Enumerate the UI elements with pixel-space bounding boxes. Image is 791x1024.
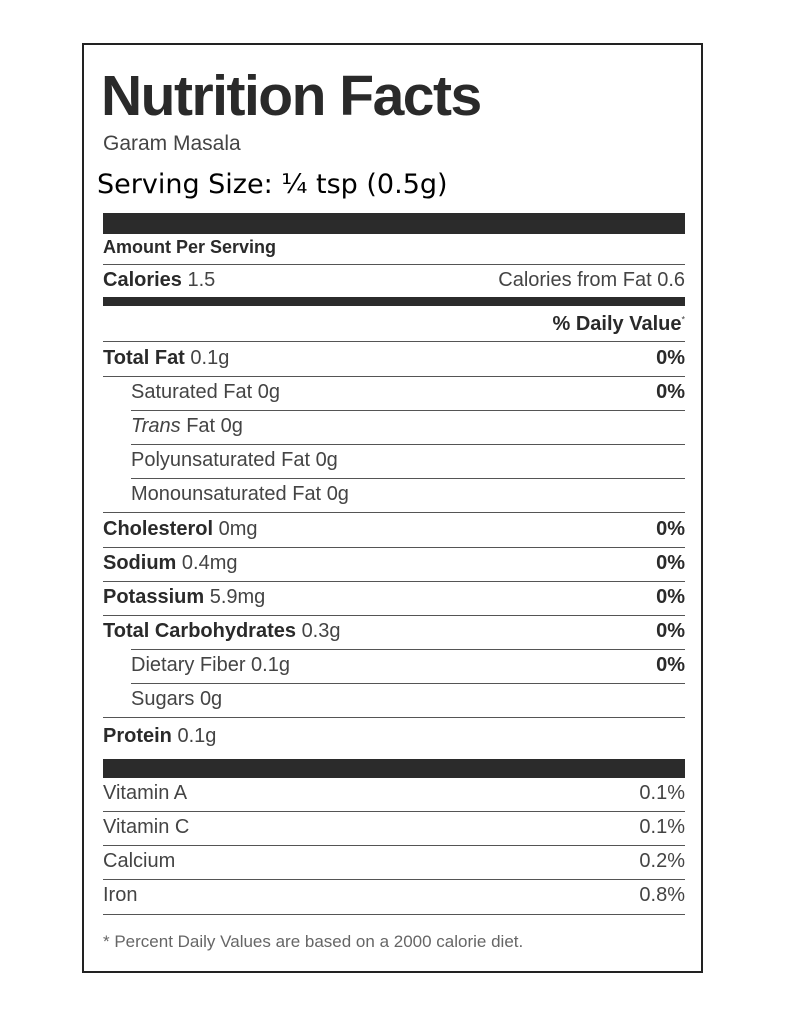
- divider: [131, 683, 685, 684]
- nutrient-label: Dietary Fiber: [131, 654, 246, 676]
- nutrient-amount: Fat 0g: [186, 415, 243, 437]
- divider: [103, 615, 685, 616]
- nutrient-amount: 0.3g: [301, 620, 341, 642]
- vitamin-label: Calcium: [103, 850, 176, 872]
- vitamin-label: Vitamin A: [103, 782, 188, 804]
- calories-from-fat: Calories from Fat 0.6: [498, 269, 685, 291]
- nutrient-daily-value: 0%: [656, 620, 685, 642]
- product-name: Garam Masala: [103, 132, 241, 155]
- nutrient-amount: 0.1g: [190, 347, 230, 369]
- divider: [103, 376, 685, 377]
- nutrient-label: Sodium: [103, 552, 177, 574]
- nutrient-amount: 0g: [257, 381, 280, 403]
- nutrient-amount: 0mg: [218, 518, 258, 540]
- divider: [103, 914, 685, 915]
- nutrition-label: [82, 43, 703, 973]
- nutrient-amount: 0.1g: [177, 725, 217, 747]
- nutrient-label: Sugars: [131, 688, 195, 710]
- label-title: Nutrition Facts: [101, 64, 481, 128]
- divider: [103, 581, 685, 582]
- nutrient-amount: 0g: [199, 688, 223, 710]
- thick-divider: [103, 759, 685, 778]
- nutrient-label: Total Carbohydrates: [103, 620, 296, 642]
- nutrient-daily-value: 0%: [656, 654, 685, 676]
- nutrient-amount: 0g: [326, 483, 349, 505]
- vitamin-daily-value: 0.8%: [639, 884, 685, 906]
- divider: [103, 879, 685, 880]
- amount-per-serving-label: Amount Per Serving: [103, 237, 277, 257]
- divider: [103, 264, 685, 265]
- calories-value: 1.5: [187, 269, 216, 291]
- nutrient-label: Potassium: [103, 586, 205, 608]
- medium-divider: [103, 297, 685, 306]
- divider: [103, 717, 685, 718]
- divider: [131, 444, 685, 445]
- thick-divider: [103, 213, 685, 234]
- divider: [103, 512, 685, 513]
- nutrient-label: Monounsaturated Fat: [131, 483, 322, 505]
- divider: [103, 845, 685, 846]
- divider: [131, 478, 685, 479]
- divider: [131, 649, 685, 650]
- nutrient-label: Cholesterol: [103, 518, 214, 540]
- nutrient-label: Trans: [131, 415, 181, 437]
- nutrient-daily-value: 0%: [656, 381, 685, 403]
- daily-value-asterisk: *: [681, 314, 685, 325]
- nutrient-amount: 5.9mg: [209, 586, 266, 608]
- divider: [131, 410, 685, 411]
- nutrient-label: Polyunsaturated Fat: [131, 449, 310, 471]
- divider: [103, 341, 685, 342]
- footnote: * Percent Daily Values are based on a 2000 calorie diet.: [103, 932, 524, 951]
- nutrient-daily-value: 0%: [656, 586, 685, 608]
- vitamin-daily-value: 0.2%: [639, 850, 685, 872]
- vitamin-daily-value: 0.1%: [639, 816, 685, 838]
- divider: [103, 547, 685, 548]
- daily-value-label: % Daily Value: [552, 313, 682, 335]
- nutrient-daily-value: 0%: [656, 347, 685, 369]
- calories-label: Calories: [103, 269, 182, 291]
- serving-size: Serving Size: ¼ tsp (0.5g): [97, 169, 448, 200]
- nutrient-amount: 0g: [315, 449, 338, 471]
- nutrient-daily-value: 0%: [656, 552, 685, 574]
- nutrient-label: Protein: [103, 725, 172, 747]
- nutrient-amount: 0.1g: [251, 654, 290, 676]
- vitamin-label: Iron: [103, 884, 138, 906]
- nutrient-label: Saturated Fat: [131, 381, 253, 403]
- divider: [103, 811, 685, 812]
- nutrient-amount: 0.4mg: [181, 552, 238, 574]
- vitamin-label: Vitamin C: [103, 816, 190, 838]
- nutrient-label: Total Fat: [103, 347, 185, 369]
- vitamin-daily-value: 0.1%: [639, 782, 685, 804]
- nutrient-daily-value: 0%: [656, 518, 685, 540]
